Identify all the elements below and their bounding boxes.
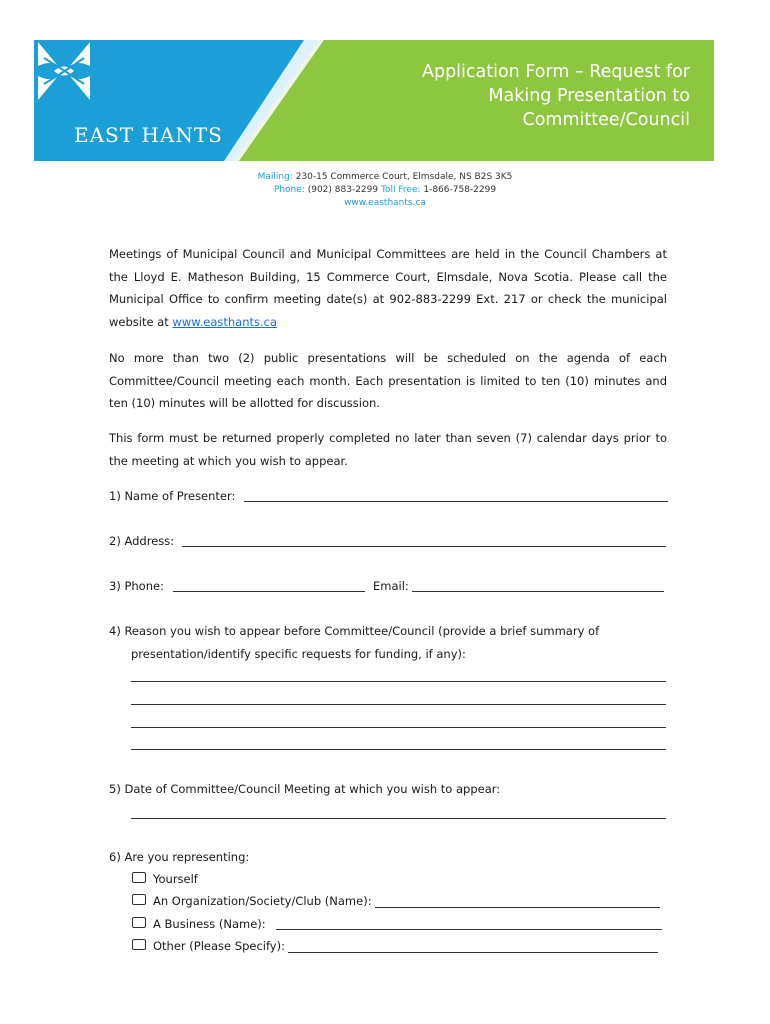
form-title bbox=[390, 60, 690, 132]
header-banner bbox=[34, 40, 714, 161]
organization-name-field[interactable] bbox=[375, 907, 660, 908]
reason-label-cont: presentation/identify specific requests for funding, if any): bbox=[131, 647, 466, 661]
contact-info bbox=[0, 171, 770, 210]
east-hants-logo-icon bbox=[34, 40, 94, 102]
title-line: Application Form – Request for bbox=[421, 62, 690, 82]
reason-field-line[interactable] bbox=[131, 704, 666, 705]
business-name-field[interactable] bbox=[276, 929, 662, 930]
intro-paragraph-3: This form must be returned properly completed no later than seven (7) calendar days prior to the meeting at which you wish to appear. bbox=[109, 431, 667, 468]
title-line: Committee/Council bbox=[522, 110, 690, 130]
website-link[interactable]: www.easthants.ca bbox=[344, 198, 426, 208]
mailing-value: 230-15 Commerce Court, Elmsdale, NS B2S 3K5 bbox=[295, 172, 513, 182]
reason-field-line[interactable] bbox=[131, 749, 666, 750]
presenter-name-field[interactable] bbox=[244, 501, 668, 502]
reason-field-line[interactable] bbox=[131, 727, 666, 728]
brand-name: EAST HANTS bbox=[74, 123, 223, 147]
meeting-date-label: 5) Date of Committee/Council Meeting at which you wish to appear: bbox=[109, 782, 501, 796]
checkbox-business[interactable] bbox=[132, 917, 146, 928]
tollfree-label: Toll Free: bbox=[381, 185, 421, 195]
reason-label: 4) Reason you wish to appear before Committee/Council (provide a brief summary of bbox=[109, 624, 600, 638]
checkbox-other[interactable] bbox=[132, 939, 146, 950]
email-label: Email: bbox=[373, 579, 409, 593]
intro-paragraph-2: No more than two (2) public presentations will be scheduled on the agenda of each Committee/Council meeting each month. Each presentation is limited to ten (10) minutes and ten (10) minutes will be allotted for discussion. bbox=[109, 351, 667, 410]
address-field[interactable] bbox=[182, 546, 666, 547]
option-business-label: A Business (Name): bbox=[153, 917, 266, 931]
email-field[interactable] bbox=[412, 591, 664, 592]
option-yourself-label: Yourself bbox=[153, 872, 198, 886]
option-other-label: Other (Please Specify): bbox=[153, 939, 285, 953]
tollfree-value: 1-866-758-2299 bbox=[423, 185, 497, 195]
meeting-date-field[interactable] bbox=[131, 818, 666, 819]
intro-paragraph-1 bbox=[109, 243, 667, 333]
phone-label: Phone: bbox=[273, 185, 305, 195]
reason-field-line[interactable] bbox=[131, 681, 666, 682]
phone-field[interactable] bbox=[173, 591, 365, 592]
presenter-name-label: 1) Name of Presenter: bbox=[109, 489, 236, 503]
checkbox-yourself[interactable] bbox=[132, 872, 146, 883]
title-line: Making Presentation to bbox=[488, 86, 690, 106]
address-label: 2) Address: bbox=[109, 534, 175, 548]
option-organization-label: An Organization/Society/Club (Name): bbox=[153, 894, 372, 908]
website-url-link[interactable]: www.easthants.ca bbox=[172, 314, 278, 329]
mailing-label: Mailing: bbox=[257, 172, 293, 182]
mailing-address bbox=[0, 171, 770, 184]
phone-label: 3) Phone: bbox=[109, 579, 164, 593]
checkbox-organization[interactable] bbox=[132, 894, 146, 905]
representing-label: 6) Are you representing: bbox=[109, 850, 250, 864]
intro-text: Meetings of Municipal Council and Municipal Committees are held in the Council Chambers at the Lloyd E. Matheson Building, 15 Commerce Court, Elmsdale, Nova Scotia. Please call the Municipal Office to confirm meeting date(s) at 902-883-2299 Ext. 217 or check the municipal website at bbox=[109, 247, 667, 329]
other-specify-field[interactable] bbox=[288, 952, 658, 953]
phone-value: (902) 883-2299 bbox=[307, 185, 379, 195]
phone-numbers bbox=[0, 184, 770, 197]
